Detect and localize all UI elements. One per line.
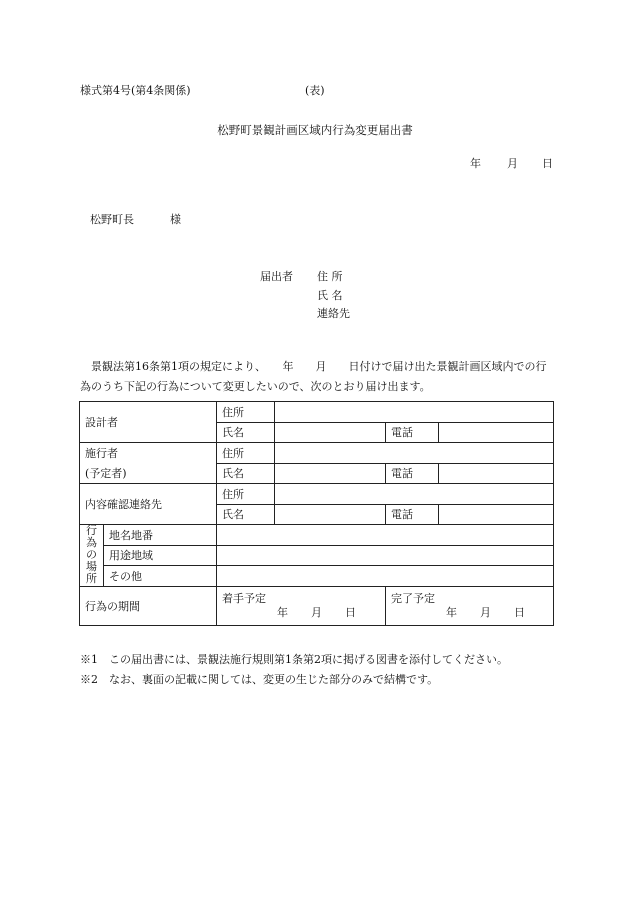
date-day: 日 (542, 157, 553, 170)
lot-label: 地名地番 (104, 525, 217, 546)
builder-name-label: 氏名 (217, 463, 275, 484)
end-label: 完了予定 (391, 591, 435, 605)
addressee (90, 211, 181, 227)
place-char: 行 (86, 524, 97, 538)
note-2: ※2 なお、裏面の記載に関しては、変更の生じた部分のみで結構です。 (80, 673, 439, 686)
contact-address-field[interactable] (275, 484, 554, 505)
contact-address-label: 住所 (217, 484, 275, 505)
builder-planned-label: (予定者) (80, 463, 217, 484)
other-label: その他 (104, 566, 217, 587)
builder-label: 施行者 (80, 443, 217, 464)
end-day: 日 (514, 605, 525, 619)
end-year: 年 (446, 605, 457, 619)
addressee-honorific: 様 (170, 213, 181, 226)
designer-name-label: 氏名 (217, 422, 275, 443)
notification-table (79, 401, 554, 626)
date-year: 年 (470, 157, 481, 170)
applicant-address-label: 住 所 (317, 270, 343, 283)
builder-address-field[interactable] (275, 443, 554, 464)
start-label: 着手予定 (222, 591, 266, 605)
place-char: 為 (86, 536, 97, 550)
zoning-field[interactable] (217, 545, 554, 566)
end-month: 月 (480, 605, 491, 619)
end-ymd (391, 606, 548, 620)
applicant-name-label: 氏 名 (317, 289, 343, 302)
start-month: 月 (311, 605, 322, 619)
designer-phone-field[interactable] (439, 422, 554, 443)
side-indicator: (表) (305, 84, 325, 97)
place-char: 所 (86, 572, 97, 586)
designer-address-label: 住所 (217, 402, 275, 423)
notes (80, 650, 508, 690)
builder-phone-label: 電話 (386, 463, 439, 484)
start-day: 日 (345, 605, 356, 619)
builder-address-label: 住所 (217, 443, 275, 464)
addressee-name: 松野町長 (90, 213, 134, 226)
start-year: 年 (277, 605, 288, 619)
body-text-content: 景観法第16条第1項の規定により、 年 月 日付けで届け出た景観計画区域内での行為のうち下記の行為について変更したいので、次のとおり届け出ます。 (80, 360, 547, 393)
builder-phone-field[interactable] (439, 463, 554, 484)
builder-name-field[interactable] (275, 463, 386, 484)
other-field[interactable] (217, 566, 554, 587)
lot-field[interactable] (217, 525, 554, 546)
designer-name-field[interactable] (275, 422, 386, 443)
date-line (470, 155, 553, 171)
form-number: 様式第4号(第4条関係) (80, 84, 191, 97)
place-vertical-label (80, 525, 104, 587)
start-ymd (222, 606, 380, 620)
start-date-cell[interactable] (217, 586, 386, 625)
place-char: 場 (86, 560, 97, 574)
contact-name-label: 氏名 (217, 504, 275, 525)
applicant-contact-label: 連絡先 (317, 307, 350, 320)
designer-label: 設計者 (80, 402, 217, 443)
document-title: 松野町景観計画区域内行為変更届出書 (217, 123, 413, 137)
end-date-cell[interactable] (386, 586, 554, 625)
designer-address-field[interactable] (275, 402, 554, 423)
place-char: の (86, 548, 97, 562)
period-label: 行為の期間 (80, 586, 217, 625)
designer-phone-label: 電話 (386, 422, 439, 443)
contact-phone-label: 電話 (386, 504, 439, 525)
body-text (80, 357, 555, 397)
contact-person-label: 内容確認連絡先 (80, 484, 217, 525)
date-month: 月 (507, 157, 518, 170)
note-1: ※1 この届出書には、景観法施行規則第1条第2項に掲げる図書を添付してください。 (80, 653, 508, 666)
contact-name-field[interactable] (275, 504, 386, 525)
zoning-label: 用途地域 (104, 545, 217, 566)
applicant-label: 届出者 (260, 270, 293, 283)
contact-phone-field[interactable] (439, 504, 554, 525)
